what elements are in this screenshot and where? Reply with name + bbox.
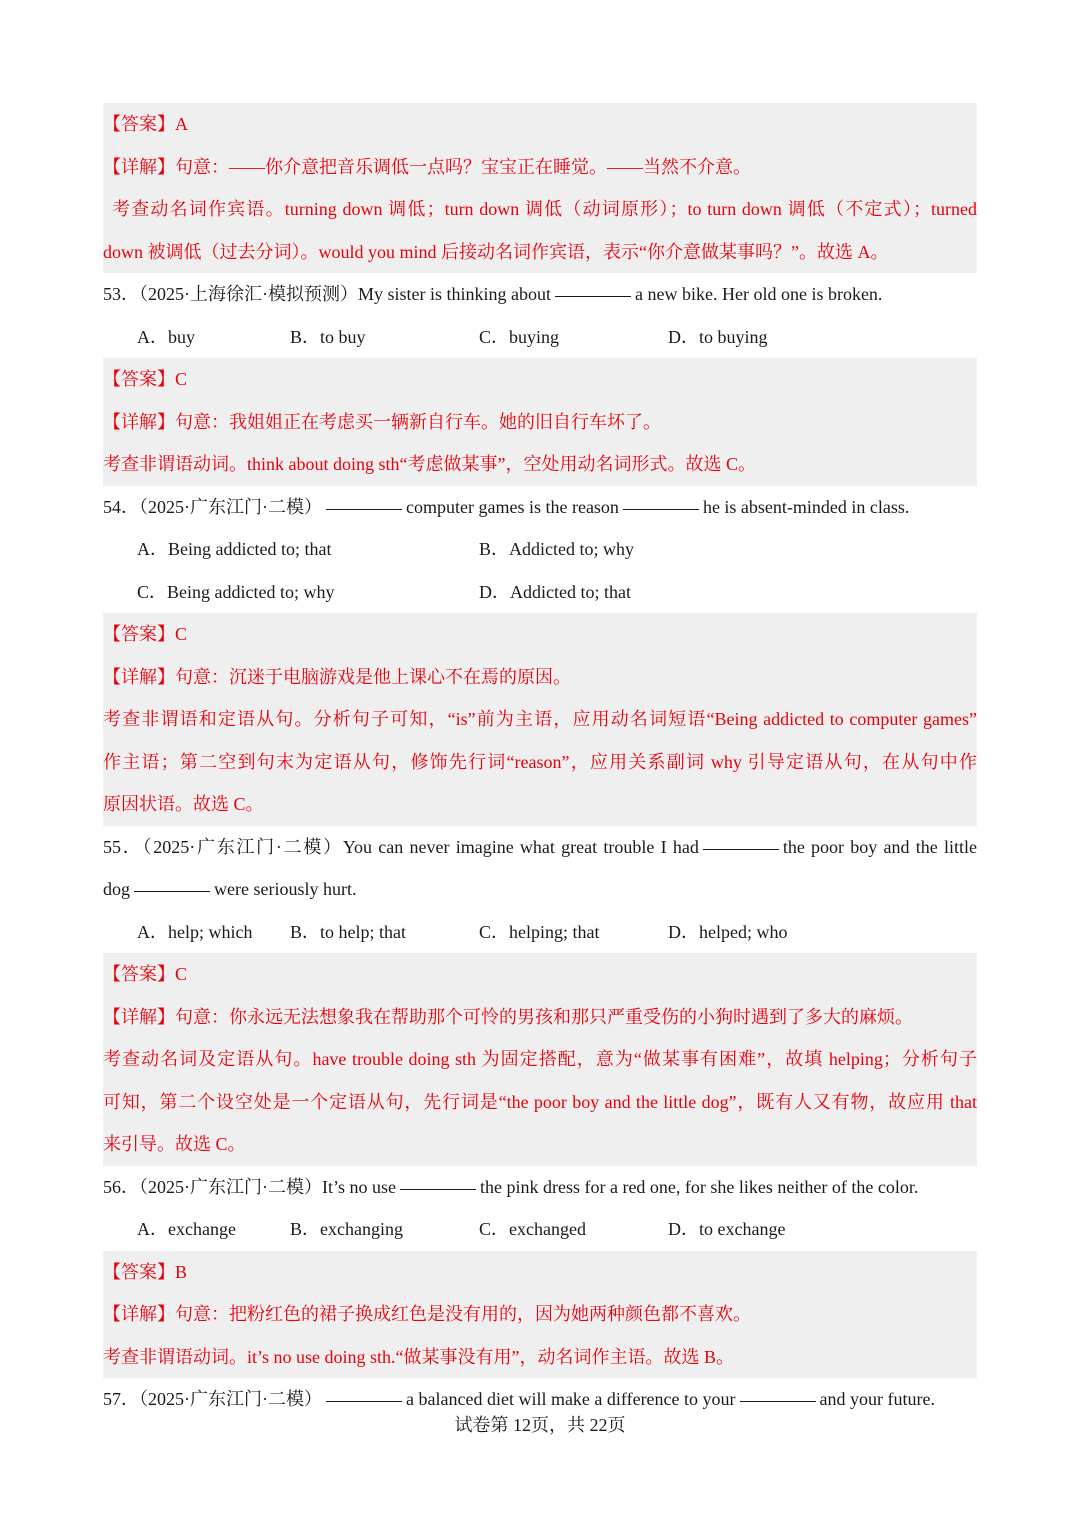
- answer-52: 【答案】A: [103, 114, 188, 134]
- question-53: [103, 273, 977, 316]
- option-54-a: A．Being addicted to; that: [137, 539, 332, 559]
- detail-52-line2: 考查动名词作宾语。turning down 调低；turn down 调低（动词原形）；to turn down 调低（不定式）；turned: [112, 199, 977, 219]
- question-56: [103, 1166, 977, 1209]
- stem-55-b: the poor boy and the little: [782, 836, 977, 857]
- option-56-a: A．exchange: [137, 1219, 236, 1239]
- options-56: [103, 1208, 977, 1251]
- content: [103, 103, 977, 1421]
- blank-54-2: [623, 508, 699, 510]
- options-54-row1: [103, 528, 977, 571]
- page-footer: 试卷第 12页，共 22页: [454, 1415, 626, 1435]
- answer-56: 【答案】B: [103, 1261, 188, 1282]
- stem-53-a: 53．（2025·上海徐汇·模拟预测）My sister is thinking about: [103, 284, 551, 304]
- detail-54-line4: 原因状语。故选 C。: [103, 794, 264, 814]
- stem-55-a: 55．（2025·广东江门·二模）You can never imagine what great trouble I had: [103, 836, 699, 857]
- answer-block-53: [103, 358, 977, 486]
- options-55: [103, 911, 977, 954]
- stem-54-a: 54．（2025·广东江门·二模）: [103, 496, 322, 517]
- options-54-row2: [103, 571, 977, 614]
- answer-55: 【答案】C: [103, 964, 188, 984]
- stem-55-d: were seriously hurt.: [214, 879, 357, 899]
- blank-54-1: [326, 508, 402, 510]
- blank-53: [555, 295, 631, 297]
- stem-55-c: dog: [103, 879, 130, 899]
- detail-56-line2: 考查非谓语动词。it’s no use doing sth.“做某事没有用”，动名词作主语。故选 B。: [103, 1346, 734, 1367]
- option-53-b: B．to buy: [290, 326, 366, 347]
- stem-56-b: the pink dress for a red one, for she likes neither of the color.: [479, 1176, 919, 1197]
- detail-55-line1: 【详解】句意：你永远无法想象我在帮助那个可怜的男孩和那只严重受伤的小狗时遇到了多大的麻烦。: [103, 1006, 913, 1027]
- option-55-c: C．helping; that: [479, 921, 600, 942]
- detail-52-line3: down 被调低（过去分词）。would you mind 后接动名词作宾语，表示“你介意做某事吗？”。故选 A。: [103, 241, 889, 262]
- blank-56: [400, 1188, 476, 1190]
- detail-56-line1: 【详解】句意：把粉红色的裙子换成红色是没有用的，因为她两种颜色都不喜欢。: [103, 1304, 751, 1324]
- stem-53-b: a new bike. Her old one is broken.: [635, 284, 883, 304]
- blank-55-1: [703, 848, 779, 850]
- option-56-b: B．exchanging: [290, 1219, 403, 1239]
- detail-54-line1: 【详解】句意：沉迷于电脑游戏是他上课心不在焉的原因。: [103, 666, 571, 687]
- option-53-a: A．buy: [137, 326, 195, 347]
- stem-54-c: he is absent-minded in class.: [702, 496, 910, 517]
- blank-57-1: [326, 1400, 402, 1402]
- question-54: [103, 486, 977, 529]
- blank-57-2: [740, 1400, 816, 1402]
- option-55-b: B．to help; that: [290, 921, 406, 942]
- option-55-d: D．helped; who: [668, 921, 788, 942]
- detail-53-line1: 【详解】句意：我姐姐正在考虑买一辆新自行车。她的旧自行车坏了。: [103, 411, 661, 432]
- answer-block-52: [103, 103, 977, 273]
- stem-57-c: and your future.: [819, 1389, 935, 1409]
- stem-57-a: 57．（2025·广东江门·二模）: [103, 1389, 322, 1409]
- stem-54-b: computer games is the reason: [406, 496, 619, 517]
- detail-54-line3: 作主语；第二空到句末为定语从句，修饰先行词“reason”，应用关系副词 why 引导定语从句，在从句中作: [103, 751, 977, 772]
- option-55-a: A．help; which: [137, 921, 253, 942]
- detail-55-line3: 可知，第二个设空处是一个定语从句，先行词是“the poor boy and the little dog”，既有人又有物，故应用 that: [103, 1091, 977, 1112]
- detail-52-line1: 【详解】句意：——你介意把音乐调低一点吗？宝宝正在睡觉。——当然不介意。: [103, 156, 751, 177]
- question-55-line1: [103, 826, 977, 869]
- option-56-d: D．to exchange: [668, 1219, 786, 1239]
- option-54-c: C．Being addicted to; why: [137, 581, 335, 602]
- answer-block-54: [103, 613, 977, 826]
- detail-55-line2: 考查动名词及定语从句。have trouble doing sth 为固定搭配，意为“做某事有困难”，故填 helping；分析句子: [103, 1049, 977, 1069]
- answer-54: 【答案】C: [103, 624, 188, 644]
- options-53: [103, 316, 977, 359]
- answer-block-56: [103, 1251, 977, 1379]
- stem-57-b: a balanced diet will make a difference to your: [406, 1389, 736, 1409]
- option-54-d: D．Addicted to; that: [479, 581, 631, 602]
- detail-55-line4: 来引导。故选 C。: [103, 1134, 246, 1154]
- blank-55-2: [134, 890, 210, 892]
- detail-54-line2: 考查非谓语和定语从句。分析句子可知，“is”前为主语，应用动名词短语“Being addicted to computer games”: [103, 709, 977, 729]
- option-53-c: C．buying: [479, 326, 560, 347]
- detail-53-line2: 考查非谓语动词。think about doing sth“考虑做某事”，空处用动名词形式。故选 C。: [103, 454, 756, 474]
- question-55-line2: [103, 868, 977, 911]
- option-56-c: C．exchanged: [479, 1219, 586, 1239]
- answer-block-55: [103, 953, 977, 1166]
- answer-53: 【答案】C: [103, 369, 188, 389]
- option-53-d: D．to buying: [668, 326, 768, 347]
- option-54-b: B．Addicted to; why: [479, 539, 634, 559]
- stem-56-a: 56．（2025·广东江门·二模）It’s no use: [103, 1176, 396, 1197]
